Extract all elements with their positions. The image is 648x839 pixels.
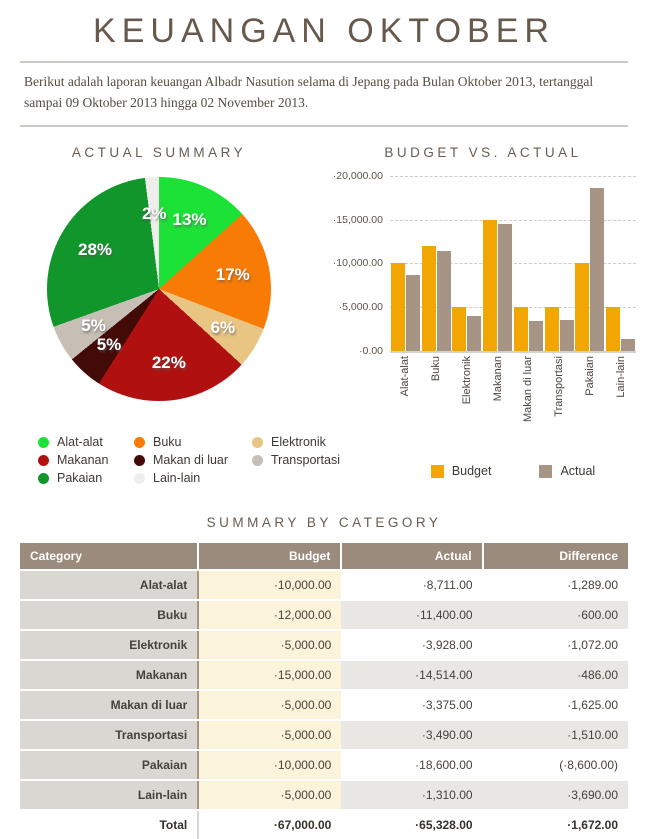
bar-budget (575, 263, 589, 351)
bar-legend-item (539, 463, 595, 480)
bar-actual (621, 339, 635, 350)
column-header-difference: Difference (483, 543, 628, 570)
actual-cell: ·11,400.00 (341, 600, 482, 630)
pie-legend-label: Makanan (57, 453, 109, 468)
category-cell: Makan di luar (20, 690, 198, 720)
table-row (20, 630, 628, 660)
column-header-budget: Budget (198, 543, 341, 570)
table-header-row (20, 543, 628, 570)
pie-chart-panel (0, 127, 341, 487)
column-header-category: Category (20, 543, 198, 570)
category-cell: Elektronik (20, 630, 198, 660)
x-axis-label: Buku (430, 355, 443, 381)
x-axis-label-cell (390, 353, 421, 443)
pie-legend-label: Elektronik (271, 435, 326, 450)
legend-color-dot (38, 437, 49, 448)
bar-actual (498, 224, 512, 351)
bar-actual (560, 320, 574, 351)
x-axis-label-cell (421, 353, 452, 443)
difference-cell: ·486.00 (483, 660, 628, 690)
legend-color-dot (252, 455, 263, 466)
bar-budget (391, 263, 405, 351)
pie-legend-item (134, 434, 252, 451)
bar-budget (514, 307, 528, 351)
pie-legend-label: Pakaian (57, 471, 103, 486)
bar-budget (483, 220, 497, 351)
bar-group (452, 176, 483, 351)
budget-cell: ·15,000.00 (198, 660, 341, 690)
budget-vs-actual-bar-chart (318, 169, 648, 357)
y-axis-tick: ·0.00 (359, 344, 383, 357)
bar-chart-title: BUDGET VS. ACTUAL (384, 144, 582, 160)
x-axis (390, 353, 636, 443)
total-difference-cell: ·1,672.00 (483, 810, 628, 839)
pie-slice-label: 2% (141, 203, 167, 223)
table-total-row (20, 810, 628, 839)
total-label-cell: Total (20, 810, 198, 839)
legend-color-swatch (539, 465, 552, 478)
category-cell: Alat-alat (20, 570, 198, 600)
pie-legend-item (134, 452, 252, 469)
category-cell: Lain-lain (20, 780, 198, 810)
budget-cell: ·10,000.00 (198, 570, 341, 600)
legend-color-dot (38, 473, 49, 484)
pie-slice-label: 5% (96, 334, 122, 354)
bar-groups (390, 176, 636, 351)
y-axis-tick: ·15,000.00 (332, 213, 383, 226)
x-axis-label-cell (482, 353, 513, 443)
legend-color-dot (38, 455, 49, 466)
actual-cell: ·3,490.00 (341, 720, 482, 750)
x-axis-label-cell (605, 353, 636, 443)
legend-color-dot (134, 437, 145, 448)
difference-cell: (·8,600.00) (483, 750, 628, 780)
report-header (0, 12, 648, 127)
category-cell: Makanan (20, 660, 198, 690)
table-row (20, 750, 628, 780)
table-row (20, 570, 628, 600)
bar-group (605, 176, 636, 351)
divider-top (20, 61, 628, 63)
pie-legend-item (38, 452, 134, 469)
x-axis-label: Pakaian (583, 355, 596, 396)
page-title: KEUANGAN OKTOBER (93, 12, 555, 50)
bar-group (575, 176, 606, 351)
x-axis-label-cell (452, 353, 483, 443)
bar-group (513, 176, 544, 351)
bar-legend (390, 463, 636, 480)
x-axis-label: Alat-alat (399, 355, 412, 397)
bar-budget (606, 307, 620, 351)
pie-slice-label: 5% (81, 315, 106, 335)
x-axis-label: Makan di luar (522, 355, 535, 422)
bar-budget (545, 307, 559, 351)
table-row (20, 780, 628, 810)
x-axis-label-cell (575, 353, 606, 443)
pie-slice-label: 13% (172, 210, 207, 230)
pie-legend-item (38, 434, 134, 451)
pie-legend-item (134, 470, 252, 487)
pie-chart-title: ACTUAL SUMMARY (71, 144, 247, 160)
budget-cell: ·10,000.00 (198, 750, 341, 780)
bar-actual (437, 251, 451, 351)
x-axis-label: Elektronik (460, 355, 473, 405)
actual-cell: ·1,310.00 (341, 780, 482, 810)
actual-cell: ·8,711.00 (341, 570, 482, 600)
category-cell: Buku (20, 600, 198, 630)
x-axis-label: Transportasi (553, 355, 566, 417)
budget-cell: ·5,000.00 (198, 630, 341, 660)
pie-legend (38, 434, 341, 487)
pie-slice-label: 28% (78, 239, 113, 259)
budget-cell: ·12,000.00 (198, 600, 341, 630)
bar-chart-panel (318, 127, 648, 487)
pie-legend-item (38, 470, 134, 487)
pie-slice-label: 17% (215, 265, 250, 285)
budget-cell: ·5,000.00 (198, 720, 341, 750)
bar-group (390, 176, 421, 351)
bar-group (544, 176, 575, 351)
report-description: Berikut adalah laporan keuangan Albadr Nasution selama di Jepang pada Bulan Oktober 2013, tertanggal sampai 09 Oktober 2013 hingga 02 November 2013. (24, 74, 594, 110)
pie-slice-label: 6% (210, 318, 236, 338)
legend-color-dot (134, 455, 145, 466)
bar-actual (529, 321, 543, 351)
difference-cell: ·1,289.00 (483, 570, 628, 600)
actual-cell: ·14,514.00 (341, 660, 482, 690)
summary-table (20, 543, 628, 839)
difference-cell: ·3,690.00 (483, 780, 628, 810)
pie-legend-label: Buku (153, 435, 182, 450)
legend-color-swatch (431, 465, 444, 478)
bar-group (421, 176, 452, 351)
x-axis-label: Lain-lain (614, 355, 627, 398)
table-row (20, 660, 628, 690)
bar-legend-label: Budget (451, 464, 492, 479)
legend-color-dot (134, 473, 145, 484)
bar-legend-item (431, 463, 492, 480)
x-axis-label-cell (513, 353, 544, 443)
bar-plot-area (390, 176, 636, 353)
table-row (20, 690, 628, 720)
difference-cell: ·1,510.00 (483, 720, 628, 750)
bar-group (482, 176, 513, 351)
actual-cell: ·3,928.00 (341, 630, 482, 660)
bar-legend-label: Actual (560, 464, 596, 479)
y-axis-tick: ·20,000.00 (332, 169, 383, 182)
y-axis-tick: ·10,000.00 (332, 257, 383, 270)
x-axis-label: Makanan (491, 355, 504, 402)
summary-table-section (0, 515, 648, 839)
pie-legend-label: Alat-alat (57, 435, 103, 450)
pie-slice-label: 22% (151, 353, 186, 373)
legend-color-dot (252, 437, 263, 448)
table-row (20, 600, 628, 630)
x-axis-label-cell (544, 353, 575, 443)
budget-cell: ·5,000.00 (198, 690, 341, 720)
actual-summary-pie-chart (47, 177, 271, 401)
y-axis (318, 169, 390, 357)
y-axis-tick: ·5,000.00 (338, 301, 383, 314)
column-header-actual: Actual (341, 543, 482, 570)
difference-cell: ·1,072.00 (483, 630, 628, 660)
total-budget-cell: ·67,000.00 (198, 810, 341, 839)
difference-cell: ·600.00 (483, 600, 628, 630)
charts-row (0, 127, 648, 487)
bar-budget (452, 307, 466, 351)
table-title: SUMMARY BY CATEGORY (206, 514, 442, 530)
category-cell: Pakaian (20, 750, 198, 780)
table-row (20, 720, 628, 750)
actual-cell: ·3,375.00 (341, 690, 482, 720)
bar-actual (467, 316, 481, 350)
bar-actual (406, 275, 420, 351)
difference-cell: ·1,625.00 (483, 690, 628, 720)
actual-cell: ·18,600.00 (341, 750, 482, 780)
total-actual-cell: ·65,328.00 (341, 810, 482, 839)
category-cell: Transportasi (20, 720, 198, 750)
pie-legend-label: Transportasi (271, 453, 341, 468)
pie-legend-label: Makan di luar (153, 453, 229, 468)
bar-actual (590, 188, 604, 351)
budget-cell: ·5,000.00 (198, 780, 341, 810)
pie-legend-label: Lain-lain (153, 471, 201, 486)
bar-budget (422, 246, 436, 351)
